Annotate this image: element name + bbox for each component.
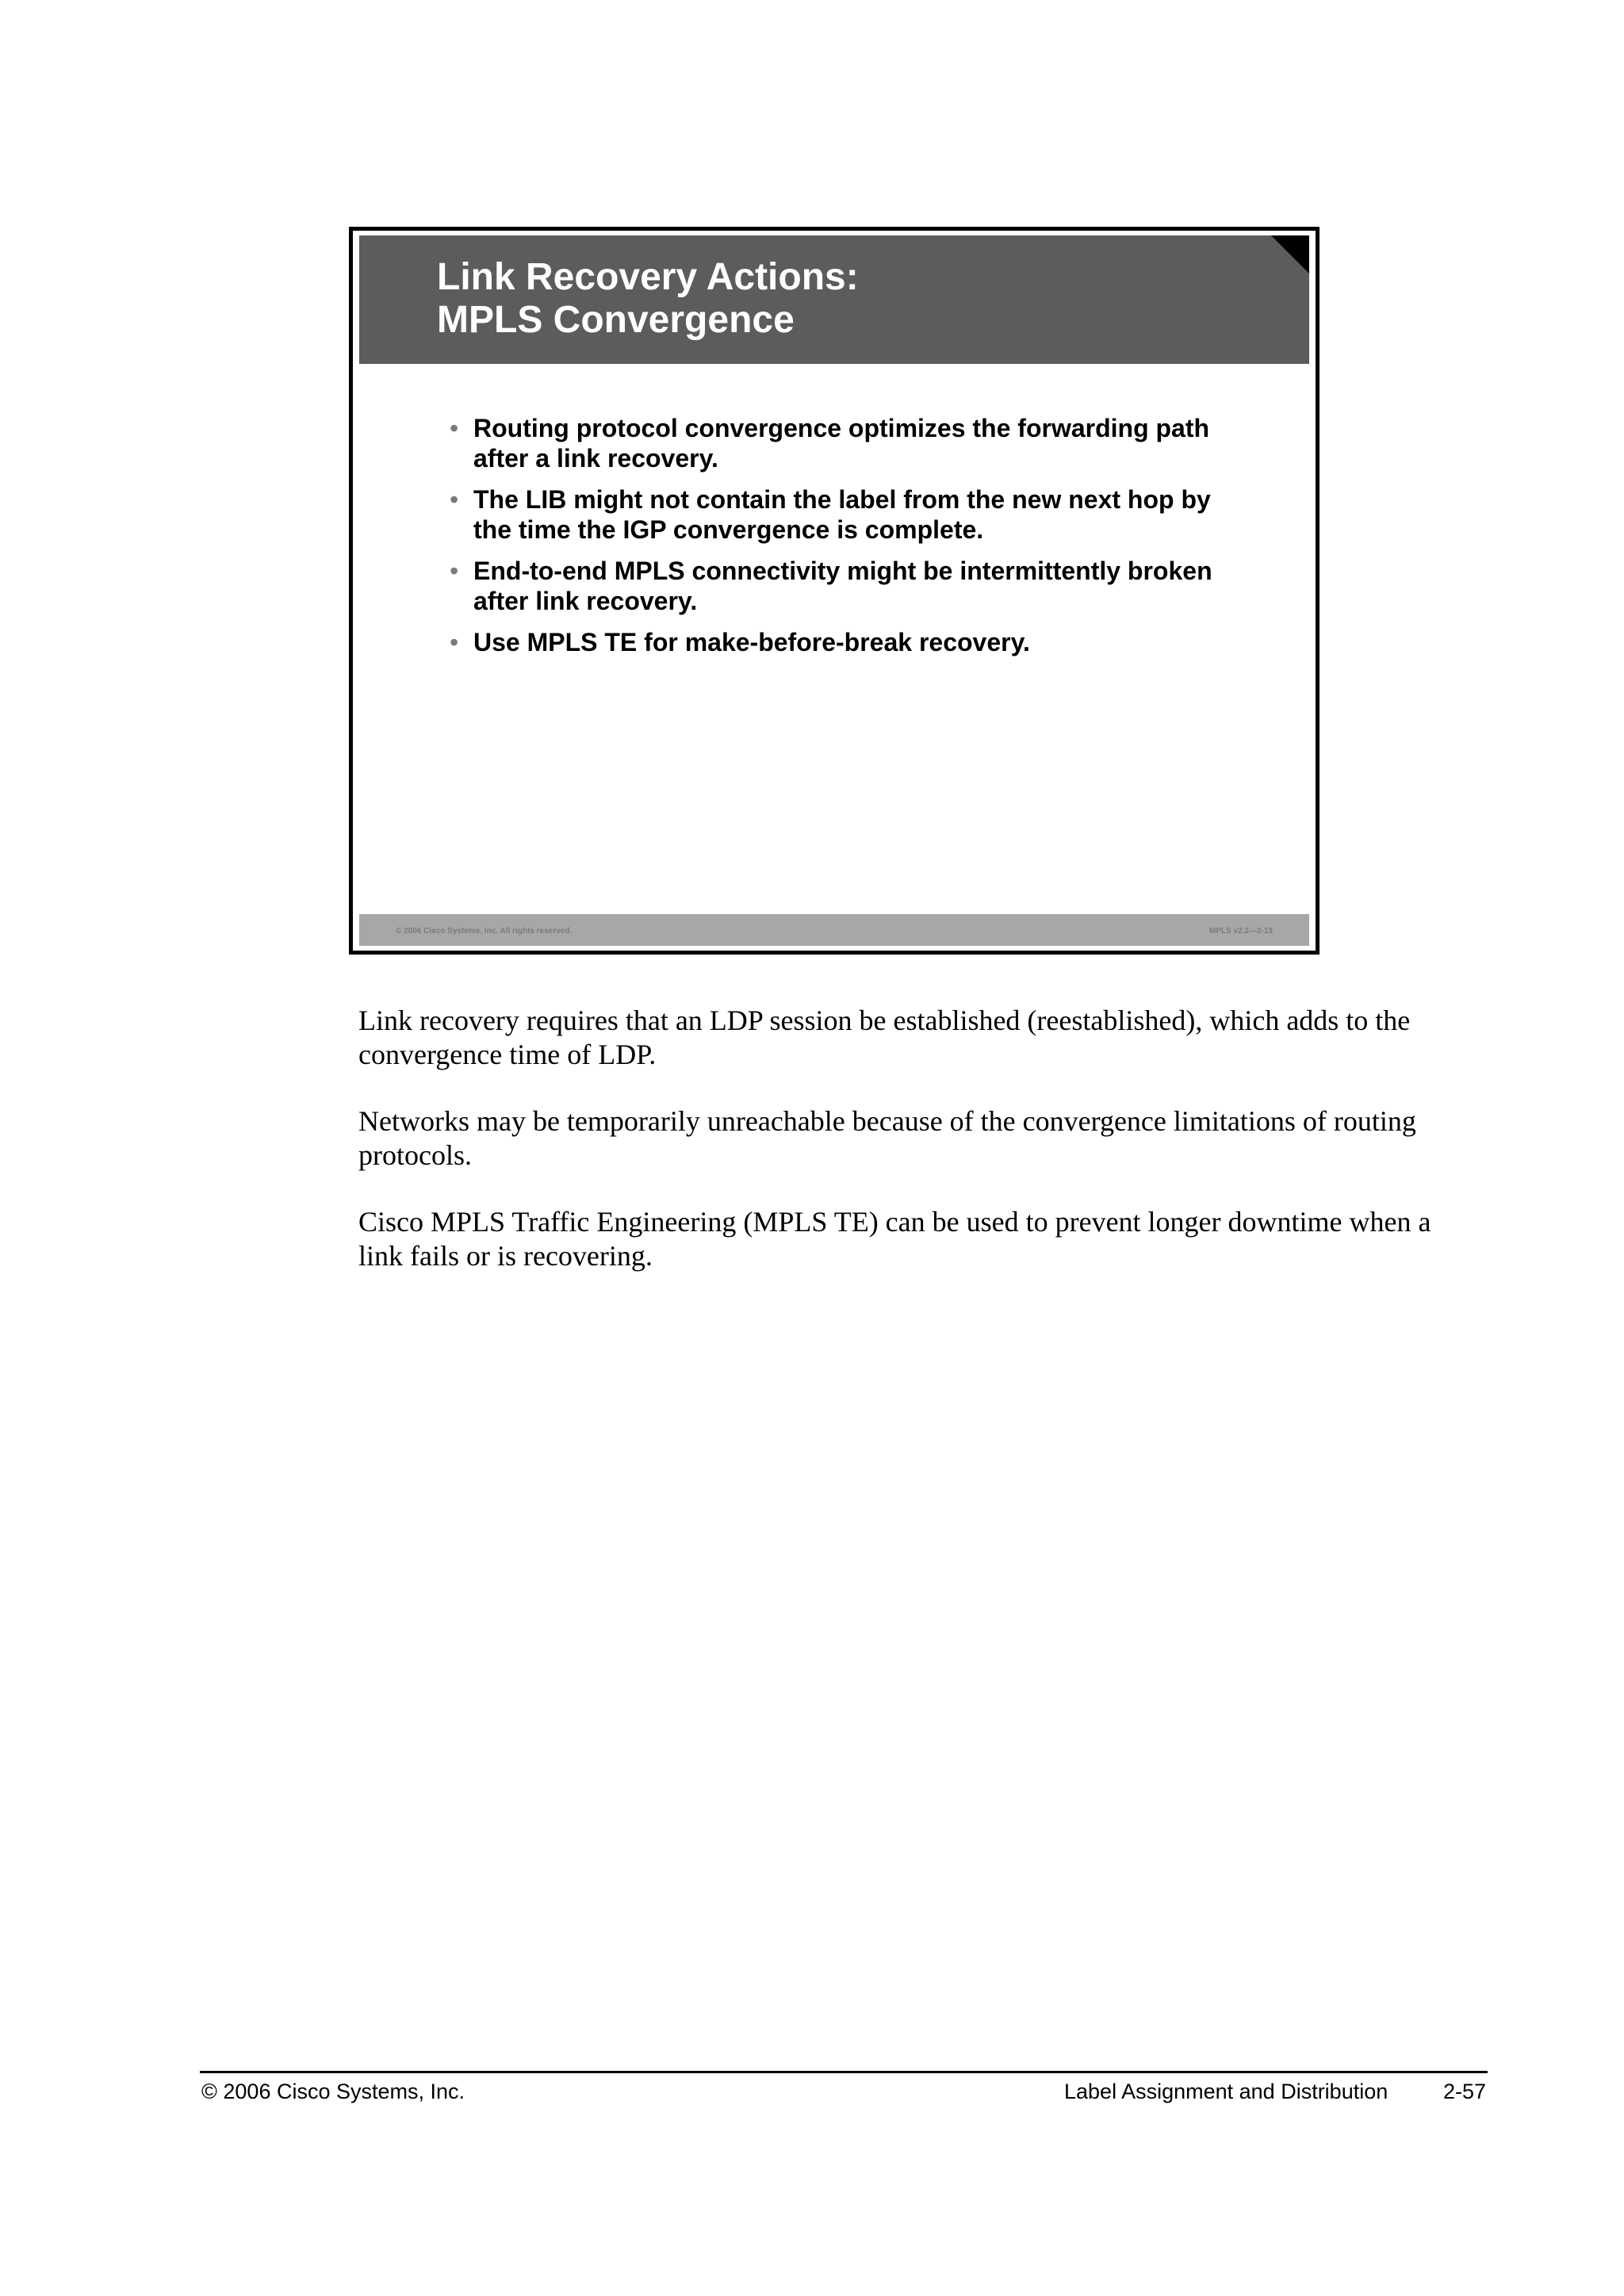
body-text	[358, 1004, 1477, 1306]
bullet-icon: •	[450, 414, 459, 442]
body-paragraph: Networks may be temporarily unreachable because of the convergence limitations of routing protocols.	[358, 1105, 1416, 1171]
slide-title-line-2: MPLS Convergence	[437, 299, 795, 341]
body-paragraph: Cisco MPLS Traffic Engineering (MPLS TE) can be used to prevent longer downtime when a link fails or is recovering.	[358, 1206, 1431, 1272]
section-title: Label Assignment and Distribution	[1064, 2080, 1388, 2103]
bullet-text: Routing protocol convergence optimizes the forwarding path after a link recovery.	[473, 414, 1210, 473]
corner-triangle-icon	[1271, 235, 1309, 274]
bullet-icon: •	[450, 485, 459, 514]
slide-header	[359, 235, 1309, 364]
slide-title	[437, 256, 859, 342]
slide-frame	[349, 227, 1320, 955]
page-copyright: © 2006 Cisco Systems, Inc.	[201, 2080, 465, 2103]
body-paragraph: Link recovery requires that an LDP session be established (reestablished), which adds to the convergence time of LDP.	[358, 1004, 1411, 1070]
bullet-item	[450, 556, 1251, 616]
bullet-text: The LIB might not contain the label from the new next hop by the time the IGP convergence is complete.	[473, 485, 1211, 544]
slide-title-line-1: Link Recovery Actions:	[437, 256, 859, 298]
bullet-text: Use MPLS TE for make-before-break recovery.	[473, 628, 1030, 656]
page-number: 2-57	[1443, 2080, 1487, 2103]
slide-footer	[359, 914, 1309, 946]
slide-bullet-list	[450, 413, 1251, 668]
slide-number: MPLS v2.2—2-13	[1208, 927, 1273, 936]
bullet-item	[450, 627, 1251, 657]
footer-divider	[200, 2071, 1488, 2073]
bullet-icon: •	[450, 557, 459, 585]
slide-content	[359, 235, 1309, 946]
slide-copyright: © 2006 Cisco Systems, Inc. All rights reserved.	[396, 927, 573, 936]
bullet-item	[450, 413, 1251, 473]
bullet-icon: •	[450, 628, 459, 656]
bullet-text: End-to-end MPLS connectivity might be intermittently broken after link recovery.	[473, 557, 1212, 615]
bullet-item	[450, 484, 1251, 545]
